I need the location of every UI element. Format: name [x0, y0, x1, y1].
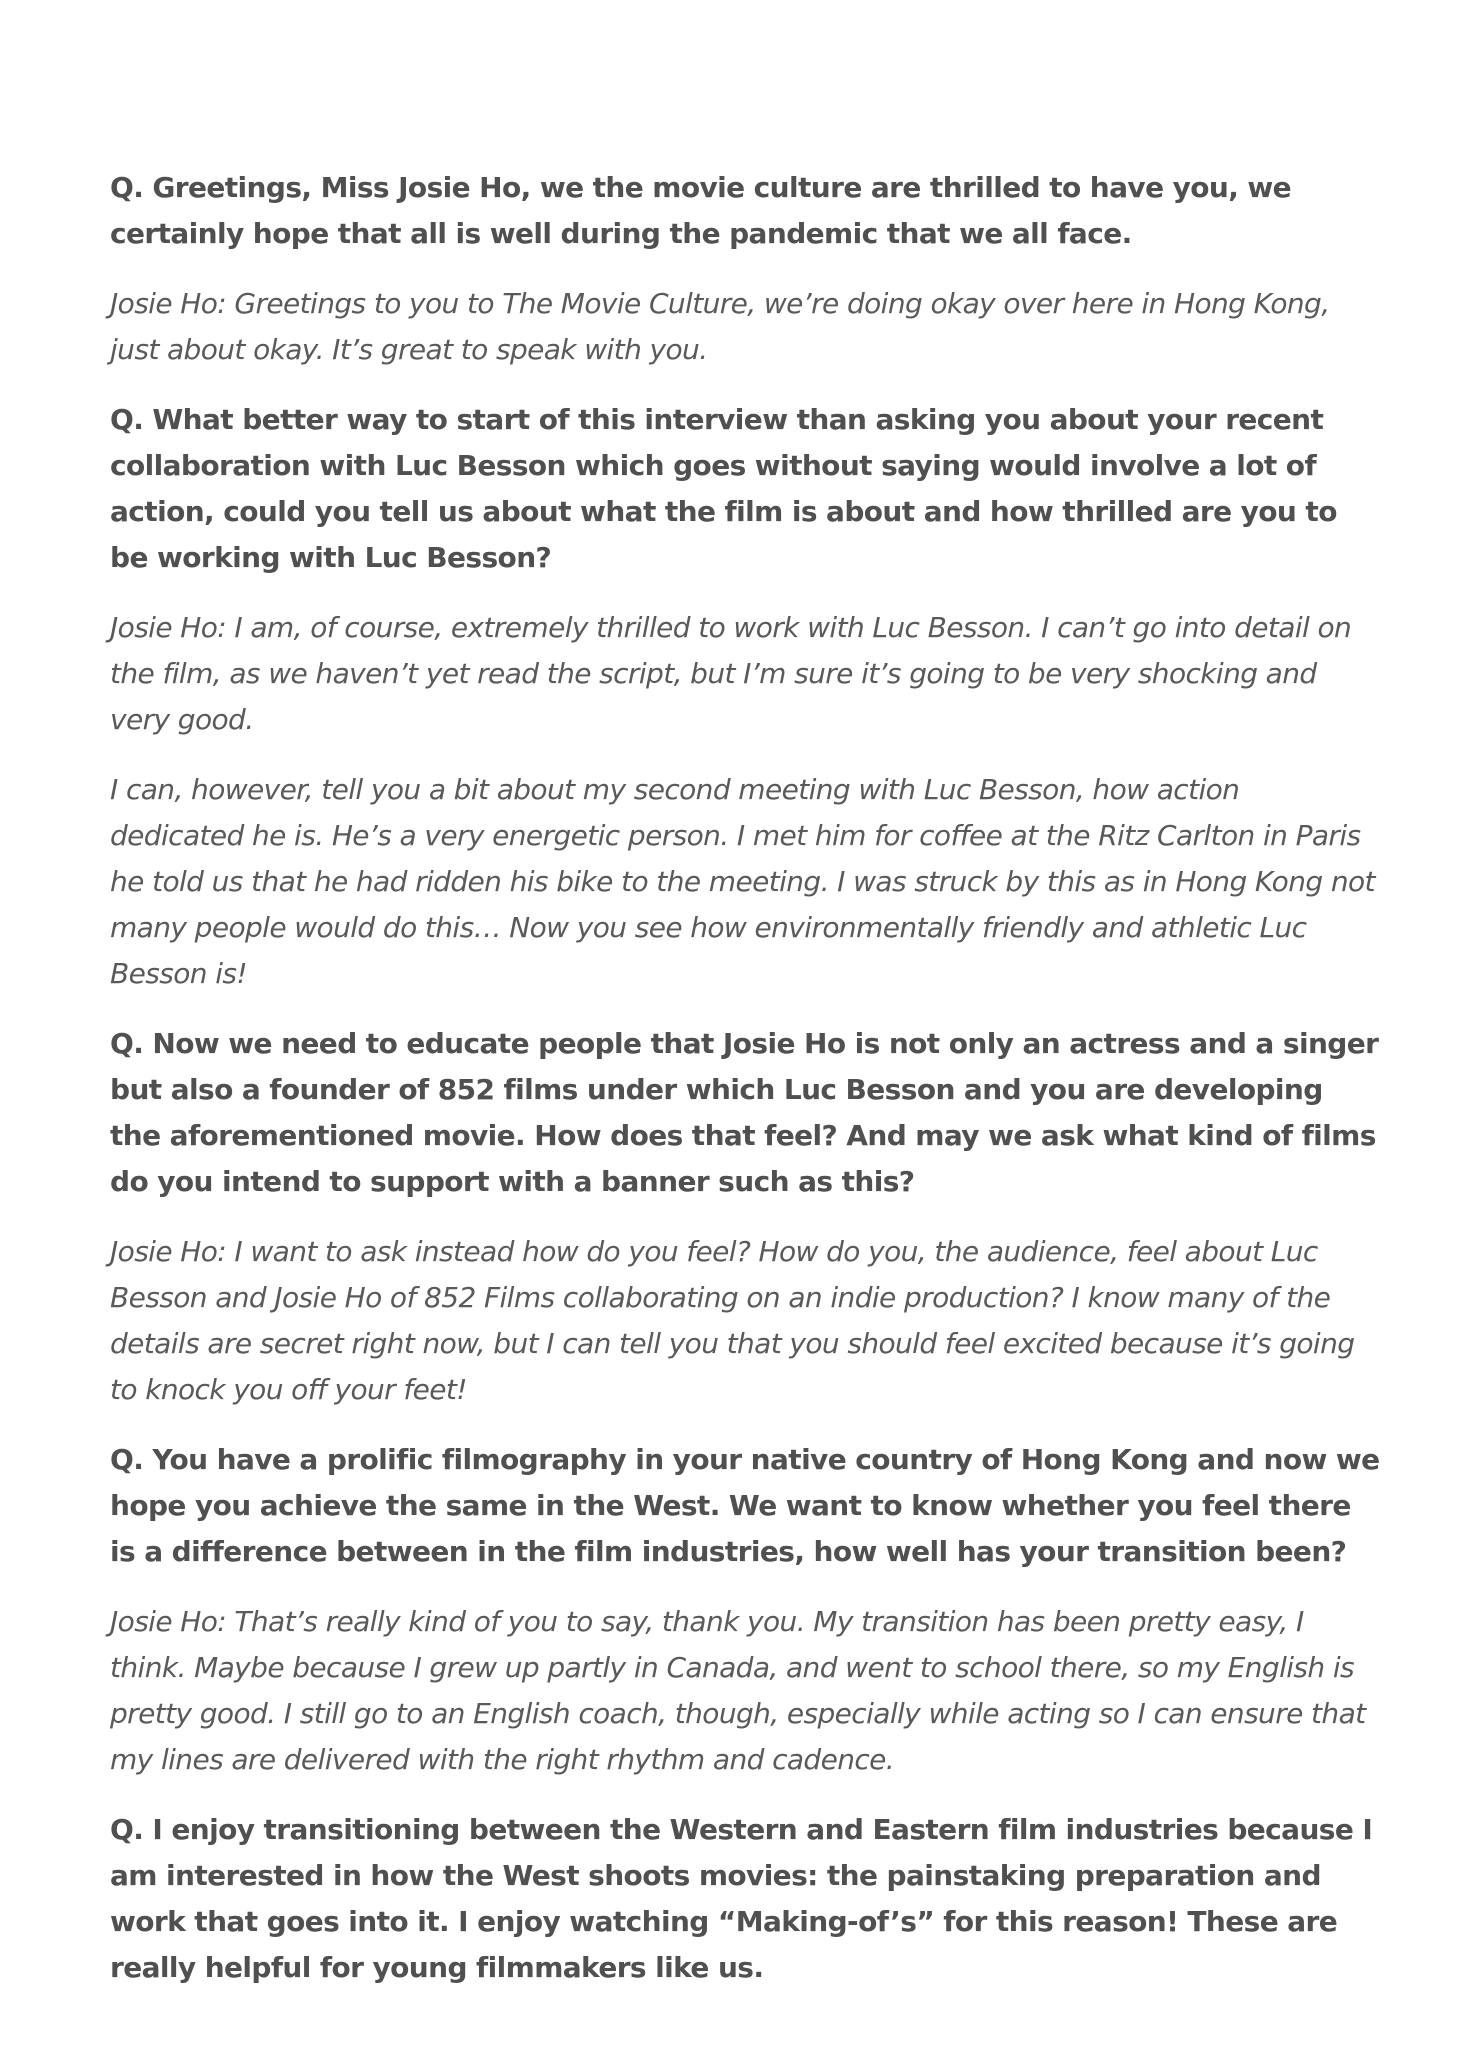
interview-answer: Josie Ho: I am, of course, extremely thrilled to work with Luc Besson. I can’t go into detail on the film, as we haven’t yet read the script, but I’m sure it’s going to be very shocking and very good.: [110, 611, 1352, 736]
interview-answer: I can, however, tell you a bit about my second meeting with Luc Besson, how action dedicated he is. He’s a very energetic person. I met him for coffee at the Ritz Carlton in Paris he told us that he had ridden his bike to the meeting. I was struck by this as in Hong Kong not many people would do this… Now you see how environmentally friendly and athletic Luc Besson is!: [110, 773, 1375, 990]
interview-answer: Josie Ho: That’s really kind of you to say, thank you. My transition has been pretty easy, I think. Maybe because I grew up partly in Canada, and went to school there, so my English is pretty good. I still go to an English coach, though, especially while acting so I can ensure that my lines are delivered with the right rhythm and cadence.: [110, 1605, 1366, 1776]
interview-article: [110, 165, 1380, 2015]
interview-question: Q. Now we need to educate people that Josie Ho is not only an actress and a singer but also a founder of 852 films under which Luc Besson and you are developing the aforementioned movie. How does that feel? And may we ask what kind of films do you intend to support with a banner such as this?: [110, 1027, 1379, 1198]
interview-question: Q. What better way to start of this interview than asking you about your recent collaboration with Luc Besson which goes without saying would involve a lot of action, could you tell us about what the film is about and how thrilled are you to be working with Luc Besson?: [110, 403, 1337, 574]
interview-answer: Josie Ho: I want to ask instead how do you feel? How do you, the audience, feel about Luc Besson and Josie Ho of 852 Films collaborating on an indie production? I know many of the details are secret right now, but I can tell you that you should feel excited because it’s going to knock you off your feet!: [110, 1235, 1355, 1406]
interview-answer: Josie Ho: Greetings to you to The Movie Culture, we’re doing okay over here in Hong Kong, just about okay. It’s great to speak with you.: [110, 287, 1330, 366]
interview-question: Q. Greetings, Miss Josie Ho, we the movie culture are thrilled to have you, we certainly hope that all is well during the pandemic that we all face.: [110, 171, 1292, 250]
interview-question: Q. I enjoy transitioning between the Western and Eastern film industries because I am interested in how the West shoots movies: the painstaking preparation and work that goes into it. I enjoy watching “Making-of’s” for this reason! These are really helpful for young filmmakers like us.: [110, 1813, 1373, 1984]
interview-question: Q. You have a prolific filmography in your native country of Hong Kong and now we hope you achieve the same in the West. We want to know whether you feel there is a difference between in the film industries, how well has your transition been?: [110, 1443, 1380, 1568]
